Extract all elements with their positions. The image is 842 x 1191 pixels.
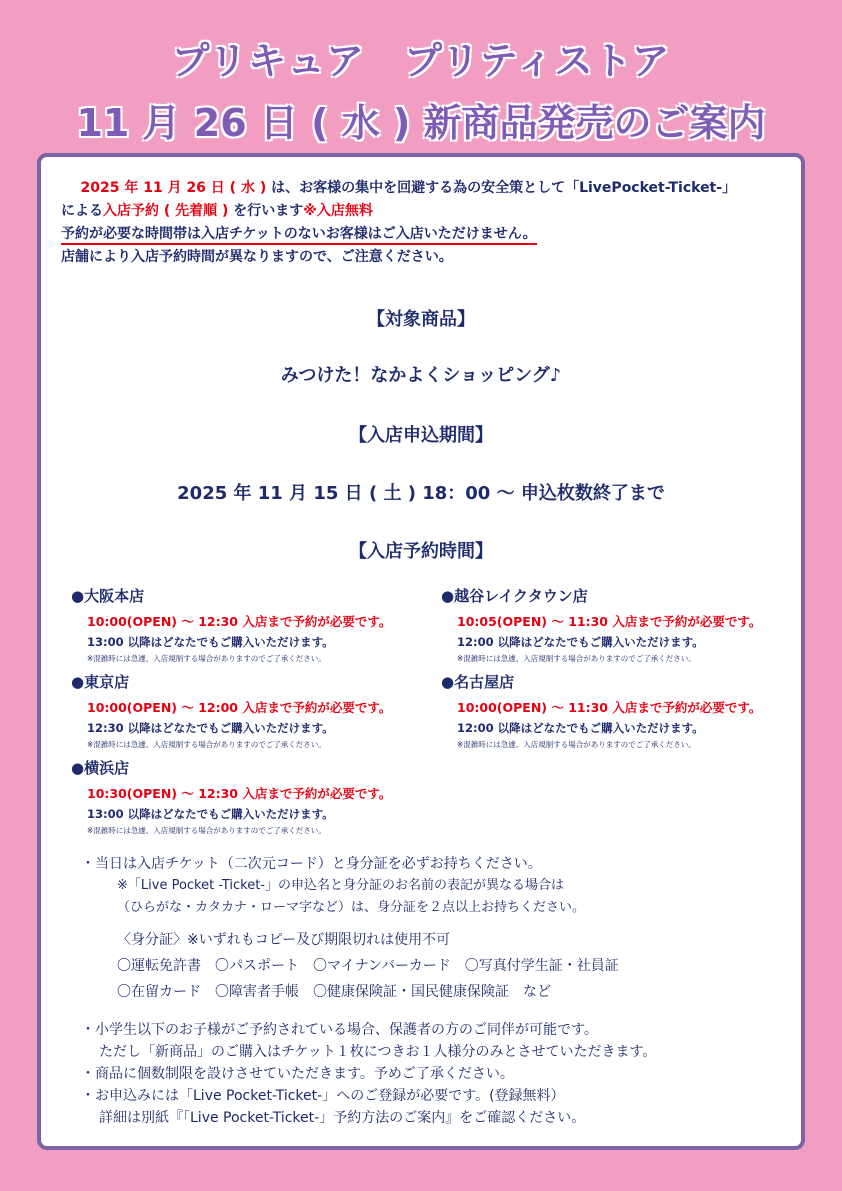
- note-register-2: 詳細は別紙『「Live Pocket-Ticket-」予約方法のご案内』をご確認ください。: [99, 1110, 586, 1126]
- intro-block: [61, 177, 801, 269]
- id-list-row1: 〇運転免許書 〇パスポート 〇マイナンバーカード 〇写真付学生証・社員証: [117, 958, 619, 974]
- free-entry-label: ※入店無料: [303, 203, 373, 219]
- intro-line1: [61, 177, 801, 200]
- period-heading: 【入店申込期間】: [349, 425, 493, 446]
- store-open-time: 12:00 以降はどなたでもご購入いただけます。: [457, 635, 704, 649]
- store-reservation: 10:00(OPEN) ～ 11:30 入店まで予約が必要です。: [457, 700, 762, 715]
- reservation-label: 入店予約 ( 先着順 ): [103, 203, 229, 219]
- store-yokohama: [71, 757, 431, 836]
- store-note: ※混雑時には急遽、入店規制する場合がありますのでご了承ください。: [457, 654, 696, 663]
- intro-line2: [61, 200, 801, 223]
- note-register: ・お申込みには「Live Pocket-Ticket-」へのご登録が必要です。(登録無料）: [81, 1088, 565, 1104]
- event-date: 2025 年 11 月 26 日 ( 水 ): [80, 180, 267, 196]
- intro-text1: は、お客様の集中を回避する為の安全策として「LivePocket-Ticket-」: [266, 180, 737, 196]
- note-children: ・小学生以下のお子様がご予約されている場合、保護者の方のご同伴が可能です。: [81, 1022, 598, 1038]
- store-osaka: [71, 585, 431, 664]
- title-line2: 11 月 26 日 ( 水 ) 新商品発売のご案内: [76, 101, 766, 145]
- store-name: ●名古屋店: [441, 673, 515, 691]
- note-limit: ・商品に個数制限を設けさせていただきます。予めご了承ください。: [81, 1066, 514, 1082]
- id-list-row2: 〇在留カード 〇障害者手帳 〇健康保険証・国民健康保険証 など: [117, 984, 551, 1000]
- note-bring-ticket: ・当日は入店チケット（二次元コード）と身分証を必ずお持ちください。: [81, 856, 542, 872]
- store-note: ※混雑時には急遽、入店規制する場合がありますのでご了承ください。: [87, 740, 326, 749]
- store-name: ●越谷レイクタウン店: [441, 587, 588, 605]
- store-open-time: 12:00 以降はどなたでもご購入いただけます。: [457, 721, 704, 735]
- intro-line4: 店舗により入店予約時間が異なりますので、ご注意ください。: [61, 249, 453, 265]
- store-note: ※混雑時には急遽、入店規制する場合がありますのでご了承ください。: [457, 740, 696, 749]
- store-koshigaya: [441, 585, 801, 664]
- intro-text2a: による: [61, 203, 103, 219]
- store-reservation: 10:05(OPEN) ～ 11:30 入店まで予約が必要です。: [457, 614, 762, 629]
- note-children-2: ただし「新商品」のご購入はチケット１枚につきお１人様分のみとさせていただきます。: [99, 1044, 657, 1060]
- period-value: 2025 年 11 月 15 日 ( 土 ) 18：00 ～ 申込枚数終了まで: [177, 483, 665, 504]
- intro-text2b: を行います: [228, 203, 304, 219]
- store-nagoya: [441, 671, 801, 750]
- store-reservation: 10:00(OPEN) ～ 12:30 入店まで予約が必要です。: [87, 614, 392, 629]
- warning-text: 予約が必要な時間帯は入店チケットのないお客様はご入店いただけません。: [61, 226, 537, 245]
- store-open-time: 13:00 以降はどなたでもご購入いただけます。: [87, 635, 334, 649]
- store-note: ※混雑時には急遽、入店規制する場合がありますのでご了承ください。: [87, 826, 326, 835]
- store-tokyo: [71, 671, 431, 750]
- note-name-mismatch-2: （ひらがな・カタカナ・ローマ字など）は、身分証を２点以上お持ちください。: [117, 900, 586, 915]
- store-name: ●横浜店: [71, 759, 130, 777]
- intro-line3: [61, 223, 801, 246]
- notes-block-2: [81, 1019, 781, 1129]
- store-reservation: 10:30(OPEN) ～ 12:30 入店まで予約が必要です。: [87, 786, 392, 801]
- note-name-mismatch: ※「Live Pocket -Ticket-」の申込名と身分証のお名前の表記が異なる場合は: [117, 878, 564, 893]
- content-card: [37, 153, 805, 1150]
- store-open-time: 13:00 以降はどなたでもご購入いただけます。: [87, 807, 334, 821]
- id-heading: 〈身分証〉※いずれもコピー及び期限切れは使用不可: [117, 932, 451, 948]
- store-name: ●東京店: [71, 673, 130, 691]
- store-reservation: 10:00(OPEN) ～ 12:00 入店まで予約が必要です。: [87, 700, 392, 715]
- store-name: ●大阪本店: [71, 587, 145, 605]
- notes-block-1: [81, 853, 781, 1003]
- target-heading: 【対象商品】: [367, 309, 475, 330]
- store-open-time: 12:30 以降はどなたでもご購入いただけます。: [87, 721, 334, 735]
- title-line1: プリキュア プリティストア: [171, 39, 671, 83]
- store-note: ※混雑時には急遽、入店規制する場合がありますのでご了承ください。: [87, 654, 326, 663]
- target-value: みつけた！なかよくショッピング♪: [280, 365, 562, 386]
- time-heading: 【入店予約時間】: [349, 541, 493, 562]
